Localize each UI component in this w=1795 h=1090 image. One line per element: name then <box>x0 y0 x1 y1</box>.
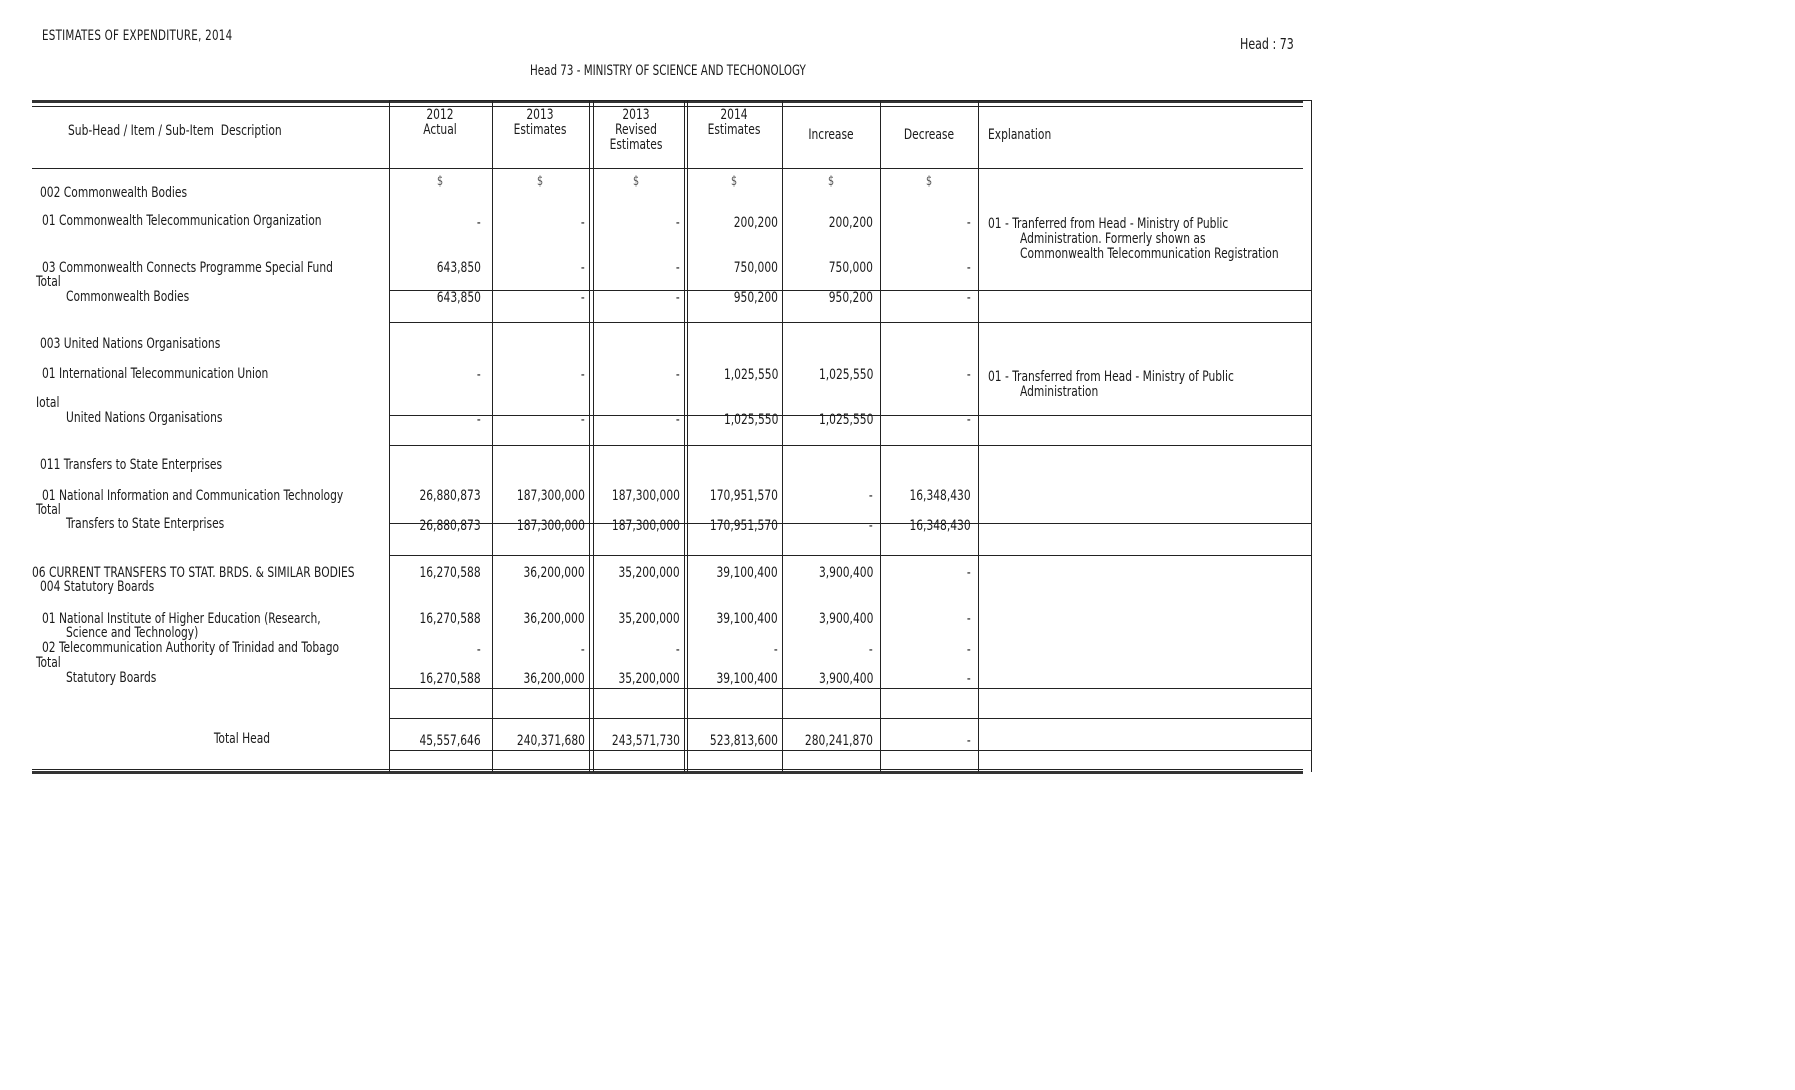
row-value-v2014: 750,000 <box>733 260 778 276</box>
expenditure-table <box>32 100 1311 776</box>
row-value-dec: - <box>967 642 971 658</box>
row-value-v2013: - <box>581 215 585 231</box>
row-value-v2014: 200,200 <box>733 215 778 231</box>
column-header-description: Sub-Head / Item / Sub-Item Description <box>68 123 282 139</box>
row-label: Science and Technology) <box>66 625 199 641</box>
total-value-v2013: 36,200,000 <box>523 671 585 687</box>
column-header-2012-actual: 2012 Actual <box>423 107 457 138</box>
table-rule <box>687 100 688 772</box>
total-head-value-v2014: 523,813,600 <box>709 733 778 749</box>
row-value-inc: 3,900,400 <box>818 611 873 627</box>
total-value-dec: - <box>967 412 971 428</box>
row-value-inc: 750,000 <box>828 260 873 276</box>
total-value-dec: - <box>967 671 971 687</box>
row-value-v2014: - <box>774 642 778 658</box>
table-rule <box>684 100 685 772</box>
total-value-r2013: - <box>676 290 680 306</box>
total-head-value-v2012: 45,557,646 <box>419 733 481 749</box>
row-value-v2013: - <box>581 260 585 276</box>
currency-symbol: $ <box>436 174 444 189</box>
column-header-2013-revised: 2013 Revised Estimates <box>609 107 663 153</box>
total-value-inc: 3,900,400 <box>818 671 873 687</box>
total-value-v2013: - <box>581 412 585 428</box>
row-value-v2012: - <box>477 642 481 658</box>
total-value-v2014: 950,200 <box>733 290 778 306</box>
total-value-v2014: 170,951,570 <box>709 518 778 534</box>
document-header-left: ESTIMATES OF EXPENDITURE, 2014 <box>42 28 233 44</box>
total-value-v2013: 187,300,000 <box>516 518 585 534</box>
row-value-r2013: - <box>676 642 680 658</box>
table-rule <box>880 100 881 772</box>
currency-symbol: $ <box>925 174 933 189</box>
total-value-inc: 1,025,550 <box>818 412 873 428</box>
total-value-v2014: 1,025,550 <box>723 412 778 428</box>
total-label: United Nations Organisations <box>66 410 223 426</box>
table-rule <box>389 555 1311 556</box>
total-head-value-dec: - <box>967 733 971 749</box>
total-value-v2012: 16,270,588 <box>419 671 481 687</box>
total-value-v2013: - <box>581 290 585 306</box>
row-value-dec: - <box>967 260 971 276</box>
row-value-dec: 16,348,430 <box>909 488 971 504</box>
row-value-v2013: 187,300,000 <box>516 488 585 504</box>
explanation-text: Administration. Formerly shown as <box>1020 231 1206 247</box>
row-value-v2013: - <box>581 642 585 658</box>
table-rule <box>389 750 1311 751</box>
total-value-r2013: 35,200,000 <box>618 671 680 687</box>
total-word: Total <box>36 655 61 671</box>
section-value-v2013: 36,200,000 <box>523 565 585 581</box>
total-word: Total <box>36 274 61 290</box>
row-value-v2012: 26,880,873 <box>419 488 481 504</box>
row-label: 01 National Institute of Higher Education (Research, <box>42 611 321 627</box>
row-value-inc: - <box>869 488 873 504</box>
table-rule <box>32 771 1303 774</box>
total-value-dec: - <box>967 290 971 306</box>
table-rule <box>389 445 1311 446</box>
table-rule <box>589 100 590 772</box>
row-value-v2012: - <box>477 367 481 383</box>
table-rule <box>32 168 1303 169</box>
currency-symbol: $ <box>536 174 544 189</box>
column-header-explanation: Explanation <box>988 127 1052 143</box>
total-label: Transfers to State Enterprises <box>66 516 225 532</box>
row-value-v2012: 643,850 <box>436 260 481 276</box>
total-label: Statutory Boards <box>66 670 157 686</box>
column-header-increase: Increase <box>808 127 854 143</box>
row-value-dec: - <box>967 611 971 627</box>
row-label: 01 Commonwealth Telecommunication Organization <box>42 213 322 229</box>
row-value-r2013: 35,200,000 <box>618 611 680 627</box>
total-head-value-inc: 280,241,870 <box>804 733 873 749</box>
row-value-inc: 200,200 <box>828 215 873 231</box>
table-rule <box>1311 100 1312 772</box>
page-title: Head 73 - MINISTRY OF SCIENCE AND TECHONOLOGY <box>530 63 806 79</box>
section-heading: 003 United Nations Organisations <box>40 336 221 352</box>
row-value-v2014: 39,100,400 <box>716 611 778 627</box>
row-value-v2013: - <box>581 367 585 383</box>
section-heading: 004 Statutory Boards <box>40 579 155 595</box>
currency-symbol: $ <box>730 174 738 189</box>
row-label: 03 Commonwealth Connects Programme Special Fund <box>42 260 333 276</box>
explanation-text: 01 - Transferred from Head - Ministry of Public <box>988 369 1234 385</box>
total-value-r2013: 187,300,000 <box>611 518 680 534</box>
total-head-value-r2013: 243,571,730 <box>611 733 680 749</box>
table-rule <box>389 688 1311 689</box>
row-label: 02 Telecommunication Authority of Trinidad and Tobago <box>42 640 340 656</box>
section-value-dec: - <box>967 565 971 581</box>
explanation-text: Administration <box>1020 384 1099 400</box>
table-rule <box>389 100 1311 101</box>
row-value-r2013: 187,300,000 <box>611 488 680 504</box>
section-heading: 002 Commonwealth Bodies <box>40 185 188 201</box>
total-label: Commonwealth Bodies <box>66 289 190 305</box>
total-value-v2012: 26,880,873 <box>419 518 481 534</box>
total-value-r2013: - <box>676 412 680 428</box>
table-rule <box>593 100 594 772</box>
total-value-inc: - <box>869 518 873 534</box>
total-word: Total <box>36 502 61 518</box>
table-rule <box>492 100 493 772</box>
row-value-v2014: 170,951,570 <box>709 488 778 504</box>
section-value-v2012: 16,270,588 <box>419 565 481 581</box>
section-heading: 011 Transfers to State Enterprises <box>40 457 223 473</box>
total-value-dec: 16,348,430 <box>909 518 971 534</box>
column-header-2013-estimates: 2013 Estimates <box>513 107 567 138</box>
row-value-v2012: 16,270,588 <box>419 611 481 627</box>
row-value-inc: 1,025,550 <box>818 367 873 383</box>
document-header-right: Head : 73 <box>1240 35 1294 53</box>
total-word: Iotal <box>36 395 60 411</box>
currency-symbol: $ <box>827 174 835 189</box>
table-rule <box>32 769 1303 770</box>
explanation-text: Commonwealth Telecommunication Registration <box>1020 246 1279 262</box>
row-value-v2014: 1,025,550 <box>723 367 778 383</box>
total-value-v2012: - <box>477 412 481 428</box>
row-value-inc: - <box>869 642 873 658</box>
section-value-v2014: 39,100,400 <box>716 565 778 581</box>
total-value-v2014: 39,100,400 <box>716 671 778 687</box>
column-header-2014-estimates: 2014 Estimates <box>707 107 761 138</box>
row-value-r2013: - <box>676 260 680 276</box>
section-heading: 06 CURRENT TRANSFERS TO STAT. BRDS. & SIMILAR BODIES <box>32 565 355 581</box>
row-value-r2013: - <box>676 367 680 383</box>
table-rule <box>782 100 783 772</box>
section-value-inc: 3,900,400 <box>818 565 873 581</box>
row-value-r2013: - <box>676 215 680 231</box>
row-label: 01 International Telecommunication Union <box>42 366 269 382</box>
row-value-dec: - <box>967 215 971 231</box>
total-value-v2012: 643,850 <box>436 290 481 306</box>
table-rule <box>32 106 1303 107</box>
row-value-v2013: 36,200,000 <box>523 611 585 627</box>
row-label: 01 National Information and Communication Technology <box>42 488 344 504</box>
table-rule <box>389 322 1311 323</box>
currency-symbol: $ <box>632 174 640 189</box>
total-head-label: Total Head <box>213 731 271 747</box>
section-value-r2013: 35,200,000 <box>618 565 680 581</box>
column-header-decrease: Decrease <box>903 127 955 143</box>
table-rule <box>978 100 979 772</box>
total-value-inc: 950,200 <box>828 290 873 306</box>
table-rule <box>389 718 1311 719</box>
explanation-text: 01 - Tranferred from Head - Ministry of Public <box>988 216 1229 232</box>
table-rule <box>389 100 390 772</box>
row-value-dec: - <box>967 367 971 383</box>
total-head-value-v2013: 240,371,680 <box>516 733 585 749</box>
row-value-v2012: - <box>477 215 481 231</box>
